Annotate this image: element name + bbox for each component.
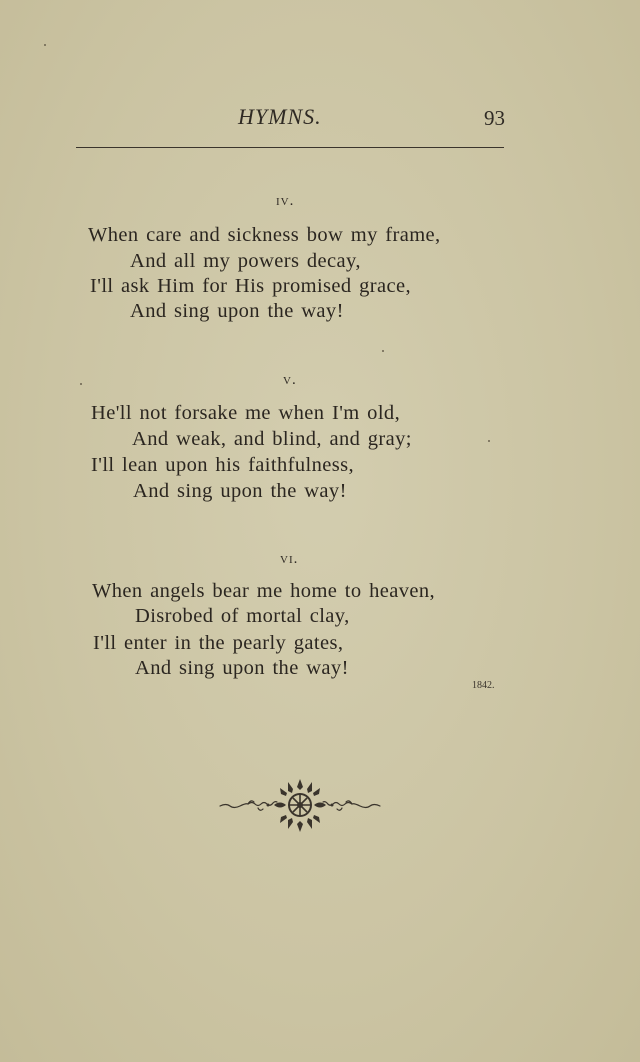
- paper-speck: [80, 383, 82, 385]
- stanza-number-iv: iv.: [276, 193, 295, 209]
- paper-speck: [382, 350, 384, 352]
- header-rule: [76, 147, 504, 148]
- verse-line: He'll not forsake me when I'm old,: [91, 402, 401, 424]
- verse-line: I'll ask Him for His promised grace,: [90, 275, 412, 297]
- verse-line: And all my powers decay,: [130, 250, 361, 272]
- verse-line: And sing upon the way!: [133, 480, 347, 502]
- verse-line: When care and sickness bow my frame,: [88, 224, 441, 246]
- paper-speck: [488, 440, 490, 442]
- stanza-number-vi: vi.: [280, 551, 299, 567]
- floral-tailpiece-icon: [218, 776, 382, 836]
- verse-line: I'll enter in the pearly gates,: [93, 632, 344, 654]
- verse-line: When angels bear me home to heaven,: [92, 580, 436, 602]
- stanza-number-v: v.: [283, 372, 297, 388]
- verse-line: Disrobed of mortal clay,: [135, 605, 350, 627]
- running-title: HYMNS.: [238, 104, 322, 129]
- composition-date: 1842.: [472, 680, 495, 691]
- verse-line: And sing upon the way!: [130, 300, 344, 322]
- page-number: 93: [484, 106, 505, 130]
- paper-speck: [44, 44, 46, 46]
- verse-line: I'll lean upon his faithfulness,: [91, 454, 355, 476]
- verse-line: And sing upon the way!: [135, 657, 349, 679]
- running-head: [0, 104, 640, 134]
- verse-line: And weak, and blind, and gray;: [132, 428, 412, 450]
